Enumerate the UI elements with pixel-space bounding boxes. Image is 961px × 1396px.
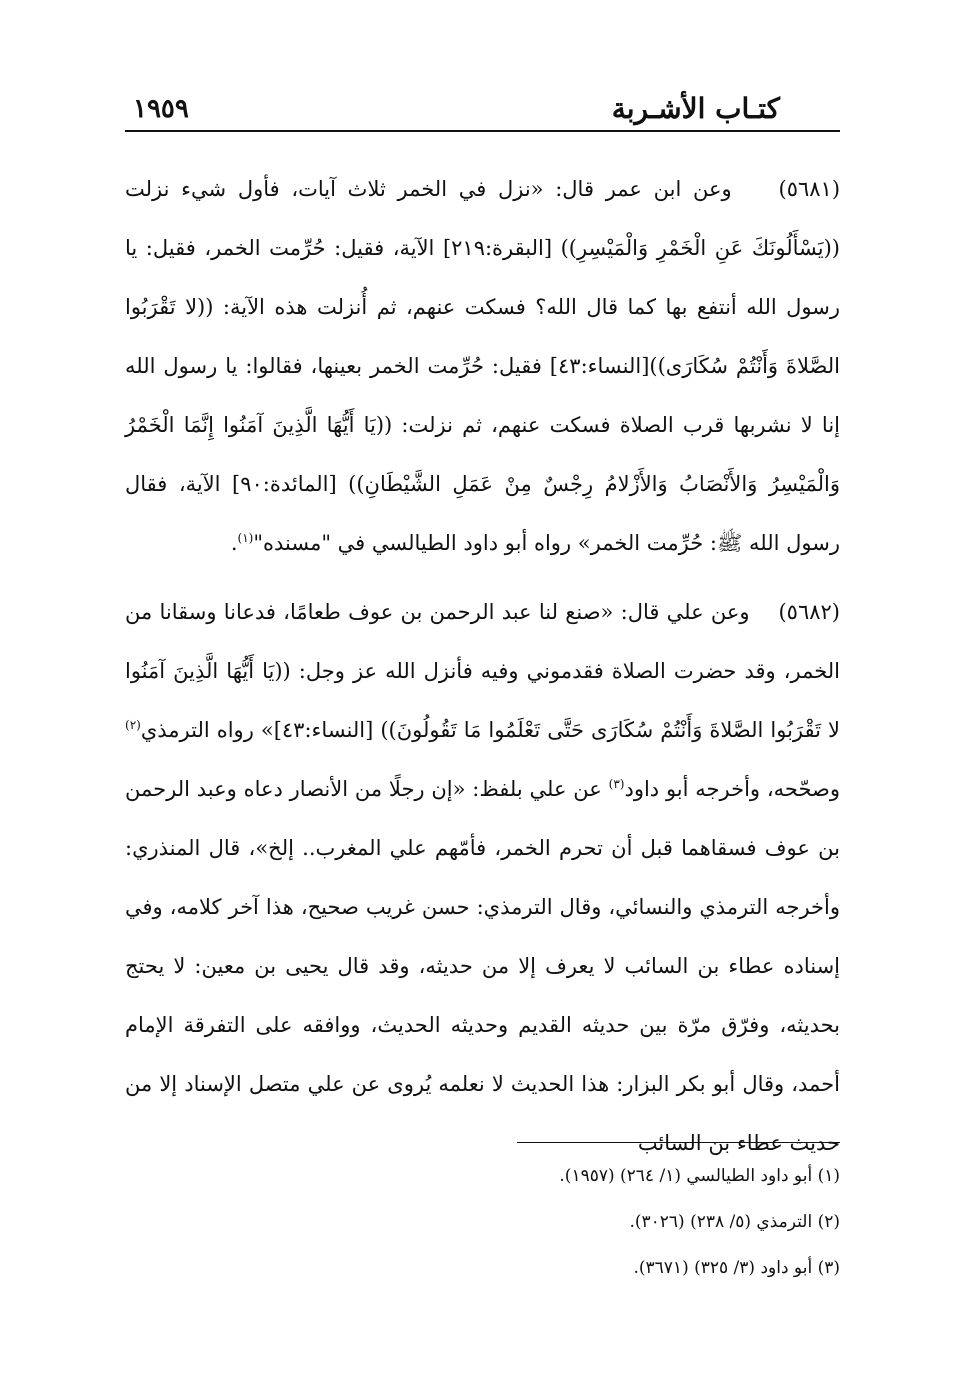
page-header	[125, 90, 840, 132]
footnote-marker: (٢)	[125, 718, 141, 732]
hadith-text: وعن ابن عمر قال: «نزل في الخمر ثلاث آيات، فأول شيء نزلت ((يَسْأَلُونَكَ عَنِ الْخَمْرِ وَالْمَيْسِرِ)) [البقرة:٢١٩] الآية، فقيل: حُرِّمت الخمر، فقيل: يا رسول الله أنتفع بها كما قال الله؟ فسكت عنهم، ثم أُنزلت هذه الآية: ((لا تَقْرَبُوا الصَّلاةَ وَأَنْتُمْ سُكَارَى))[النساء:٤٣] فقيل: حُرِّمت الخمر بعينها، فقالوا: يا رسول الله إنا لا نشربها قرب الصلاة فسكت عنهم، ثم نزلت: ((يَا أَيُّهَا الَّذِينَ آمَنُوا إِنَّمَا الْخَمْرُ وَالْمَيْسِرُ وَالأَنْصَابُ وَالأَزْلامُ رِجْسٌ مِنْ عَمَلِ الشَّيْطَانِ)) [المائدة:٩٠] الآية، فقال رسول الله ﷺ: حُرِّمت الخمر» رواه أبو داود الطيالسي في "مسنده"	[125, 177, 840, 555]
footnote-divider	[517, 1142, 840, 1143]
hadith-paragraph	[125, 160, 840, 573]
hadith-text: عن علي بلفظ: «إن رجلًا من الأنصار دعاه وعبد الرحمن بن عوف فسقاهما قبل أن تحرم الخمر، فأمّهم علي المغرب.. إلخ»، قال المنذري: وأخرجه الترمذي والنسائي، وقال الترمذي: حسن غريب صحيح، هذا آخر كلامه، وفي إسناده عطاء بن السائب لا يعرف إلا من حديثه، وقد قال يحيى بن معين: لا يحتج بحديثه، وفرّق مرّة بين حديثه القديم وحديثه الحديث، ووافقه على التفرقة الإمام أحمد، وقال أبو بكر البزار: هذا الحديث لا نعلمه يُروى عن علي متصل الإسناد إلا من حديث عطاء بن السائب	[125, 777, 840, 1155]
chapter-title: كتـاب الأشـربة	[611, 92, 780, 125]
page-number: ١٩٥٩	[133, 94, 189, 124]
footnote: (٢) الترمذي (٥/ ٢٣٨) (٣٠٢٦).	[629, 1212, 840, 1232]
main-text	[125, 160, 840, 1173]
sentence-end: .	[230, 531, 238, 555]
footnote-marker: (٣)	[608, 777, 625, 791]
hadith-number: (٥٦٨١)	[778, 177, 841, 201]
footnote-marker: (١)	[237, 531, 254, 545]
hadith-text: وصحّحه، وأخرجه أبو داود	[624, 777, 840, 801]
footnotes	[125, 1153, 840, 1291]
hadith-text: وعن علي قال: «صنع لنا عبد الرحمن بن عوف طعامًا، فدعانا وسقانا من الخمر، وقد حضرت الصلاة فقدموني وفيه فأنزل الله عز وجل: ((يَا أَيُّهَا الَّذِينَ آمَنُوا لا تَقْرَبُوا الصَّلاةَ وَأَنْتُمْ سُكَارَى حَتَّى تَعْلَمُوا مَا تَقُولُونَ)) [النساء:٤٣]» رواه الترمذي	[125, 600, 840, 742]
footnote: (١) أبو داود الطيالسي (١/ ٢٦٤) (١٩٥٧).	[559, 1166, 840, 1186]
footnote: (٣) أبو داود (٣/ ٣٢٥) (٣٦٧١).	[633, 1258, 840, 1278]
hadith-paragraph	[125, 583, 840, 1173]
hadith-number: (٥٦٨٢)	[778, 600, 840, 624]
